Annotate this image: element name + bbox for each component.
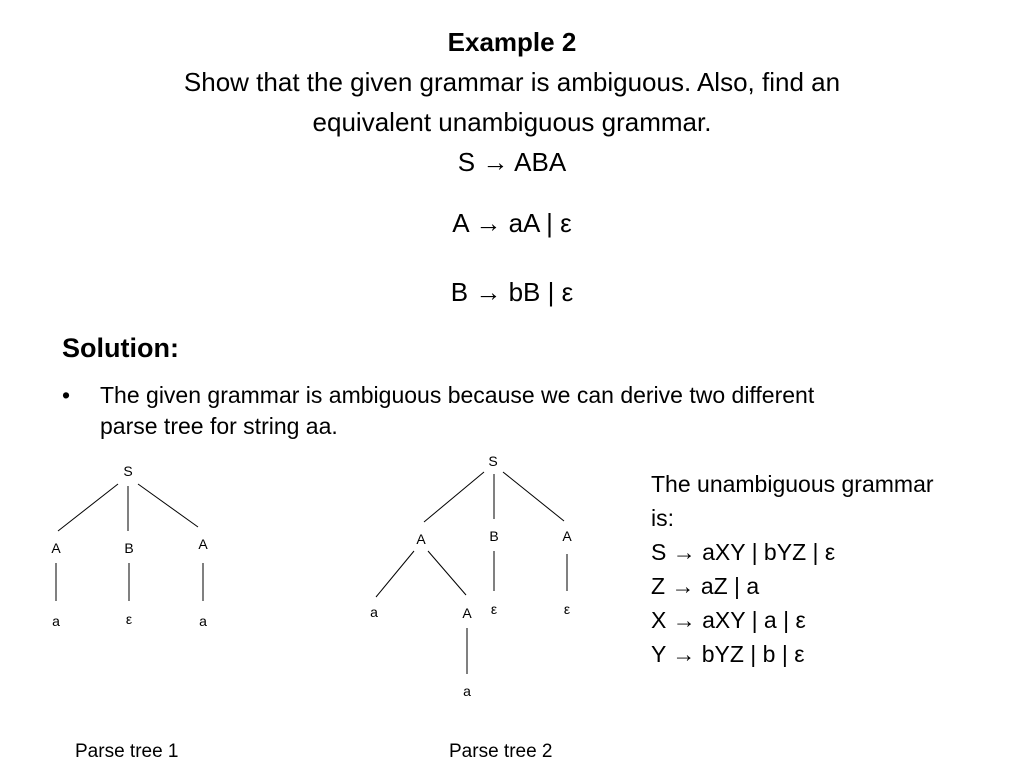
parse-tree-2	[370, 453, 572, 699]
unambiguous-heading-line-1: The unambiguous grammar	[651, 471, 934, 497]
tree1-node-root: S	[123, 463, 133, 479]
tree2-node-root: S	[488, 453, 498, 469]
tree2-edge-left-A	[428, 551, 466, 595]
tree2-node-left-child-a: a	[370, 604, 378, 620]
tree1-node-right: A	[198, 536, 208, 552]
tree1-node-left: A	[51, 540, 61, 556]
unambiguous-rule-z: Z → aZ | a	[651, 573, 760, 599]
tree1-edge-root-right	[138, 484, 198, 527]
solution-heading: Solution:	[62, 333, 179, 363]
tree2-edge-left-a	[376, 551, 414, 597]
grammar-rule-b: B → bB | ε	[450, 277, 574, 307]
problem-statement-line-2: equivalent unambiguous grammar.	[312, 107, 712, 137]
unambiguous-grammar-block	[651, 467, 981, 671]
tree2-node-left-child-A: A	[462, 605, 472, 621]
tree1-node-middle: B	[124, 540, 134, 556]
bullet-text-line-2: parse tree for string aa.	[100, 413, 338, 439]
unambiguous-rule-y: Y → bYZ | b | ε	[651, 641, 805, 667]
example-heading: Example 2	[447, 27, 577, 57]
tree2-node-middle: B	[489, 528, 499, 544]
tree2-edge-root-left	[424, 472, 484, 522]
problem-statement-line-1: Show that the given grammar is ambiguous. Also, find an	[183, 67, 841, 97]
tree1-edge-root-left	[58, 484, 118, 531]
tree2-leaf-right: ε	[563, 601, 571, 617]
tree2-edge-root-right	[503, 472, 564, 521]
tree1-leaf-left: a	[52, 613, 60, 629]
bullet-icon: •	[62, 382, 71, 408]
bullet-text-line-1: The given grammar is ambiguous because we can derive two different	[100, 382, 815, 408]
tree2-node-right: A	[562, 528, 572, 544]
parse-tree-1-caption: Parse tree 1	[75, 741, 179, 762]
tree2-node-grandchild: a	[463, 683, 471, 699]
unambiguous-rule-x: X → aXY | a | ε	[651, 607, 806, 633]
tree2-node-left: A	[416, 531, 426, 547]
tree1-leaf-middle: ε	[125, 611, 133, 627]
unambiguous-rule-s: S → aXY | bYZ | ε	[651, 539, 836, 565]
parse-tree-2-caption: Parse tree 2	[449, 741, 553, 762]
unambiguous-heading-line-2: is:	[651, 505, 674, 531]
tree1-leaf-right: a	[199, 613, 207, 629]
tree2-leaf-middle: ε	[490, 601, 498, 617]
parse-tree-1	[51, 463, 208, 629]
grammar-rule-s: S → ABA	[457, 147, 567, 177]
grammar-rule-a: A → aA | ε	[452, 208, 572, 238]
